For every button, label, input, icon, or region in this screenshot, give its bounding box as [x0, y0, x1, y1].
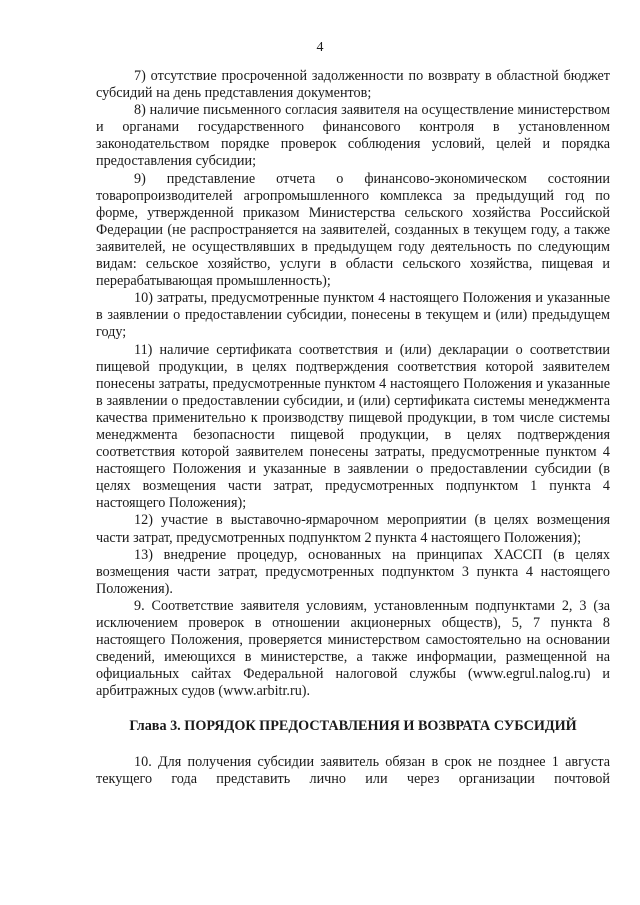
document-body	[96, 68, 610, 788]
chapter-heading: Глава 3. ПОРЯДОК ПРЕДОСТАВЛЕНИЯ И ВОЗВРАТА СУБСИДИЙ	[129, 718, 577, 735]
paragraph-item-8: 8) наличие письменного согласия заявителя на осуществление министерством и органами государственного финансового контроля в установленном законодательством порядке проверок соблюдения условий, целей и порядка предоставления субсидии;	[96, 102, 610, 170]
paragraph-item-7: 7) отсутствие просроченной задолженности по возврату в областной бюджет субсидий на день представления документов;	[96, 68, 610, 102]
paragraph-item-13: 13) внедрение процедур, основанных на принципах ХАССП (в целях возмещения части затрат, предусмотренных подпунктом 3 пункта 4 настоящего Положения).	[96, 546, 610, 597]
paragraph-item-10: 10) затраты, предусмотренные пунктом 4 настоящего Положения и указанные в заявлении о предоставлении субсидии, понесены в текущем и (или) предыдущем году;	[96, 290, 610, 341]
paragraph-item-9: 9) представление отчета о финансово-экономическом состоянии товаропроизводителей агропромышленного комплекса за предыдущий год по форме, утвержденной приказом Министерства сельского хозяйства Российской Федерации (не распространяется на заявителей, созданных в текущем году, а также заявителей, не осуществлявших в предыдущем году деятельность по следующим видам: сельское хозяйство, услуги в области сельского хозяйства, пищевая и перерабатывающая промышленность);	[96, 170, 610, 290]
paragraph-clause-9: 9. Соответствие заявителя условиям, установленным подпунктами 2, 3 (за исключением проверок в отношении акционерных обществ), 5, 7 пункта 8 настоящего Положения, проверяется министерством самостоятельно на основании сведений, имеющихся в министерстве, а также информации, размещенной на официальных сайтах Федеральной налоговой службы (www.egrul.nalog.ru) и арбитражных судов (www.arbitr.ru).	[96, 597, 610, 700]
paragraph-item-11: 11) наличие сертификата соответствия и (или) декларации о соответствии пищевой продукции, в целях подтверждения соответствия которой заявителем понесены затраты, предусмотренные пунктом 4 настоящего Положения и указанные в заявлении о предоставлении субсидии, и (или) сертификата системы менеджмента качества применительно к производству пищевой продукции, в том числе системы менеджмента безопасности пищевой продукции, в целях подтверждения соответствия которой заявителем понесены затраты, предусмотренные пунктом 4 настоящего Положения и указанные в заявлении о предоставлении субсидии (в целях возмещения части затрат, предусмотренных подпунктом 1 пункта 4 настоящего Положения);	[96, 341, 610, 512]
paragraph-clause-10: 10. Для получения субсидии заявитель обязан в срок не позднее 1 августа текущего года представить лично или через организации почтовой	[96, 753, 610, 787]
page-number: 4	[316, 40, 324, 55]
paragraph-item-12: 12) участие в выставочно-ярмарочном мероприятии (в целях возмещения части затрат, предусмотренных подпунктом 2 пункта 4 настоящего Положения);	[96, 512, 610, 546]
